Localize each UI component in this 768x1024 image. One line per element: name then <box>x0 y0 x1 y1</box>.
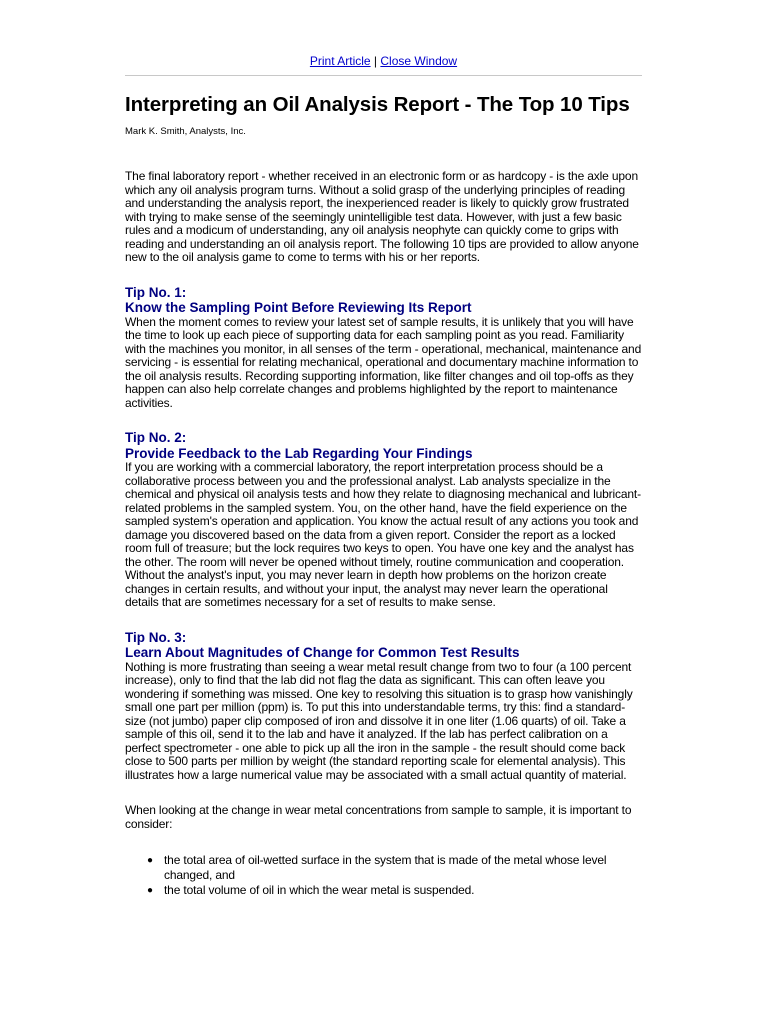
article-title: Interpreting an Oil Analysis Report - The Top 10 Tips <box>125 93 630 116</box>
tip-3-heading <box>125 630 642 661</box>
closing-paragraph: When looking at the change in wear metal concentrations from sample to sample, it is important to consider: <box>125 803 632 831</box>
header-divider <box>125 75 642 76</box>
tip-title: Know the Sampling Point Before Reviewing Its Report <box>125 300 472 315</box>
list-item-text: the total volume of oil in which the wear metal is suspended. <box>164 883 475 897</box>
list-item <box>125 883 642 898</box>
tip-1-body: When the moment comes to review your latest set of sample results, it is unlikely that you will have the time to look up each piece of supporting data for each sampling point as you read. Familiarity with the machines you monitor, in all senses of the term - operational, mechanical, maintenance and servicing - is essential for relating mechanical, operational and documentary machine information to the oil analysis results. Recording supporting information, like filter changes and oil top-offs as they happen can also help correlate changes and problems highlighted by the report to maintenance activities. <box>125 314 642 410</box>
list-item <box>125 853 642 883</box>
tip-title: Provide Feedback to the Lab Regarding Your Findings <box>125 445 473 461</box>
tip-number: Tip No. 1: <box>125 284 187 300</box>
bullet-icon: ● <box>147 855 153 866</box>
bullet-icon: ● <box>147 885 153 896</box>
close-window-link[interactable]: Close Window <box>380 54 458 68</box>
tip-title: Learn About Magnitudes of Change for Common Test Results <box>125 645 520 660</box>
tip-2-heading <box>125 430 642 461</box>
tip-number: Tip No. 2: <box>125 430 187 445</box>
article-content <box>125 93 642 898</box>
tip-3-body: Nothing is more frustrating than seeing a wear metal result change from two to four (a 100 percent increase), only to find that the lab did not flag the data as significant. This can often leave you wondering if something was missed. One key to resolving this situation is to grasp how vanishingly small one part per million (ppm) is. To put this into understandable terms, try this: find a standard-size (not jumbo) paper clip composed of iron and dissolve it in one liter (1.06 quarts) of oil. Take a sample of this oil, send it to the lab and have it analyzed. If the lab has perfect calibration on a perfect spectrometer - one able to pick up all the iron in the sample - the result should come back close to 500 parts per million by weight (the standard reporting scale for elemental analysis). This illustrates how a large numerical value may be associated with a small actual quantity of material. <box>125 659 633 782</box>
tip-number: Tip No. 3: <box>125 629 187 645</box>
considerations-list <box>125 853 642 898</box>
tip-1-heading <box>125 285 642 316</box>
article-author: Mark K. Smith, Analysts, Inc. <box>125 126 246 137</box>
article-toolbar <box>125 54 642 69</box>
tip-2-body: If you are working with a commercial laboratory, the report interpretation process should be a collaborative process between you and the professional analyst. Lab analysts specialize in the chemical and physical oil analysis tests and how they relate to diagnosing mechanical and lubricant-related problems in the sampled system. You, on the other hand, have the field experience on the sampled system's operation and application. You know the actual result of any actions you took and damage you discovered based on the data from a given report. Consider the report as a locked room full of treasure; but the lock requires two keys to open. You have one key and the analyst has the other. The room will never be opened without timely, routine communication and cooperation. Without the analyst's input, you may never learn in depth how problems on the horizon create changes in certain results, and without your input, the analyst may never learn the operational details that are sometimes necessary for a set of results to make sense. <box>125 460 641 609</box>
intro-paragraph: The final laboratory report - whether received in an electronic form or as hardcopy - is the axle upon which any oil analysis program turns. Without a solid grasp of the underlying principles of reading and understanding the analysis report, the inexperienced reader is likely to quickly grow frustrated with trying to make sense of the seemingly unintelligible test data. However, with just a few basic rules and a modicum of understanding, any oil analysis neophyte can quickly come to grips with reading and understanding an oil analysis report. The following 10 tips are provided to allow anyone new to the oil analysis game to come to terms with his or her reports. <box>125 169 639 264</box>
print-article-link[interactable]: Print Article <box>309 54 371 68</box>
list-item-text: the total area of oil-wetted surface in the system that is made of the metal whose level changed, and <box>164 853 607 882</box>
link-separator: | <box>373 54 378 68</box>
